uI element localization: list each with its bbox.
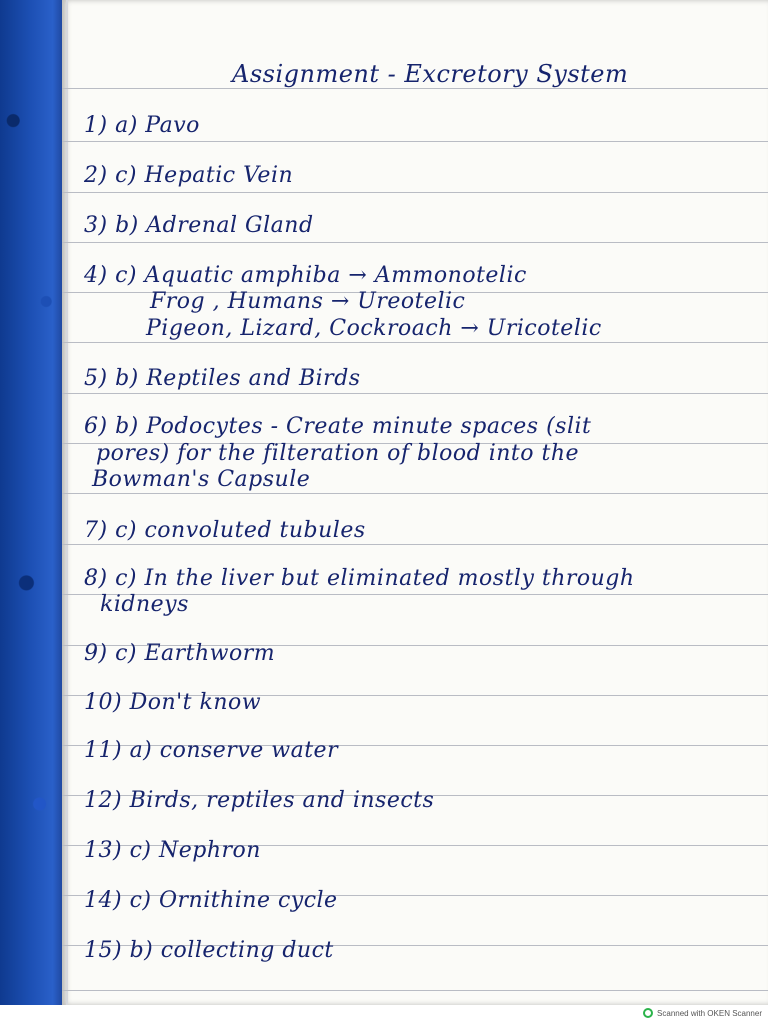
answer-5: 5) b) Reptiles and Birds <box>84 366 361 391</box>
answer-9: 9) c) Earthworm <box>84 641 276 666</box>
answer-12: 12) Birds, reptiles and insects <box>84 788 435 813</box>
answer-3: 3) b) Adrenal Gland <box>84 213 314 238</box>
ruled-line <box>62 393 768 394</box>
answer-11: 11) a) conserve water <box>84 738 339 763</box>
answer-1: 1) a) Pavo <box>84 113 200 138</box>
answer-6-line-3: Bowman's Capsule <box>92 467 311 492</box>
blue-background-strip <box>0 0 66 1005</box>
ruled-line <box>62 544 768 545</box>
assignment-title: Assignment - Excretory System <box>232 60 629 88</box>
margin-line <box>66 0 68 1005</box>
answer-14: 14) c) Ornithine cycle <box>84 888 338 913</box>
answer-8: 8) c) In the liver but eliminated mostly through <box>84 566 635 591</box>
answer-6-line-2: pores) for the filteration of blood into the <box>96 441 580 466</box>
ruled-line <box>62 342 768 343</box>
oken-scanner-logo-icon <box>643 1008 653 1018</box>
answer-4-line-3: Pigeon, Lizard, Cockroach → Uricotelic <box>146 316 602 341</box>
scanner-watermark <box>643 1006 762 1020</box>
answer-7: 7) c) convoluted tubules <box>84 518 366 543</box>
answer-6: 6) b) Podocytes - Create minute spaces (slit <box>84 414 592 439</box>
answer-8-line-2: kidneys <box>100 592 189 617</box>
answer-13: 13) c) Nephron <box>84 838 261 863</box>
ruled-line <box>62 493 768 494</box>
ruled-line <box>62 88 768 89</box>
ruled-line <box>62 192 768 193</box>
scanner-label: Scanned with OKEN Scanner <box>657 1008 762 1018</box>
ruled-line <box>62 242 768 243</box>
answer-4-line-2: Frog , Humans → Ureotelic <box>150 289 466 314</box>
answer-2: 2) c) Hepatic Vein <box>84 163 294 188</box>
answer-10: 10) Don't know <box>84 690 262 715</box>
answer-4: 4) c) Aquatic amphiba → Ammonotelic <box>84 263 527 288</box>
ruled-line <box>62 990 768 991</box>
answer-15: 15) b) collecting duct <box>84 938 334 963</box>
ruled-line <box>62 141 768 142</box>
